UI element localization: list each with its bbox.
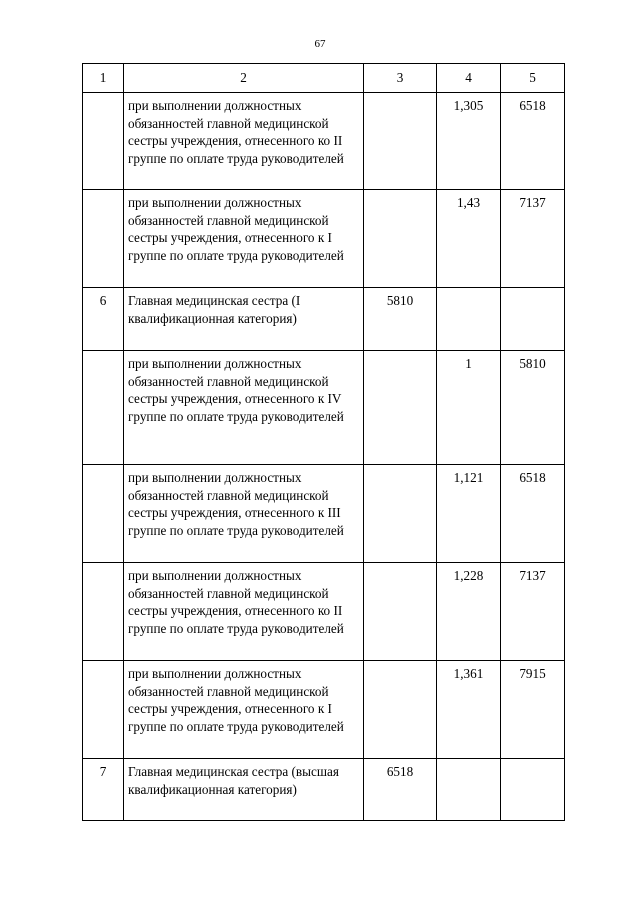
coefficient-cell: 1,305	[437, 93, 501, 190]
table-row	[83, 288, 565, 351]
row-number-cell: 7	[83, 759, 124, 821]
salary-table	[82, 63, 565, 821]
coefficient-cell	[437, 759, 501, 821]
row-number-cell	[83, 190, 124, 288]
header-col-1: 1	[83, 64, 124, 93]
position-cell: при выполнении должностных обязанностей главной медицинской сестры учреждения, отнесенного к I группе по оплате труда руководителей	[124, 190, 364, 288]
row-number-cell	[83, 93, 124, 190]
table-row	[83, 93, 565, 190]
base-salary-cell	[364, 351, 437, 465]
position-cell: при выполнении должностных обязанностей главной медицинской сестры учреждения, отнесенного к I группе по оплате труда руководителей	[124, 661, 364, 759]
position-cell: при выполнении должностных обязанностей главной медицинской сестры учреждения, отнесенного ко II группе по оплате труда руководителей	[124, 563, 364, 661]
position-cell: при выполнении должностных обязанностей главной медицинской сестры учреждения, отнесенного к III группе по оплате труда руководителей	[124, 465, 364, 563]
salary-cell: 7915	[501, 661, 565, 759]
coefficient-cell: 1,228	[437, 563, 501, 661]
salary-cell: 6518	[501, 93, 565, 190]
coefficient-cell: 1	[437, 351, 501, 465]
row-number-cell	[83, 661, 124, 759]
table-row	[83, 351, 565, 465]
row-number-cell	[83, 563, 124, 661]
table-header-row	[83, 64, 565, 93]
base-salary-cell	[364, 190, 437, 288]
row-number-cell: 6	[83, 288, 124, 351]
table-row	[83, 190, 565, 288]
base-salary-cell	[364, 563, 437, 661]
page-number: 67	[314, 38, 326, 50]
base-salary-cell: 5810	[364, 288, 437, 351]
table-row	[83, 563, 565, 661]
table-row	[83, 759, 565, 821]
salary-cell	[501, 288, 565, 351]
header-col-4: 4	[437, 64, 501, 93]
salary-cell	[501, 759, 565, 821]
salary-cell: 7137	[501, 190, 565, 288]
base-salary-cell	[364, 661, 437, 759]
coefficient-cell: 1,361	[437, 661, 501, 759]
salary-cell: 6518	[501, 465, 565, 563]
row-number-cell	[83, 351, 124, 465]
position-cell: при выполнении должностных обязанностей главной медицинской сестры учреждения, отнесенного ко II группе по оплате труда руководителей	[124, 93, 364, 190]
table-row	[83, 465, 565, 563]
salary-cell: 7137	[501, 563, 565, 661]
coefficient-cell: 1,121	[437, 465, 501, 563]
base-salary-cell	[364, 465, 437, 563]
base-salary-cell: 6518	[364, 759, 437, 821]
header-col-3: 3	[364, 64, 437, 93]
salary-cell: 5810	[501, 351, 565, 465]
row-number-cell	[83, 465, 124, 563]
position-cell: при выполнении должностных обязанностей главной медицинской сестры учреждения, отнесенного к IV группе по оплате труда руководителей	[124, 351, 364, 465]
table-row	[83, 661, 565, 759]
coefficient-cell	[437, 288, 501, 351]
position-cell: Главная медицинская сестра (I квалификационная категория)	[124, 288, 364, 351]
header-col-5: 5	[501, 64, 565, 93]
coefficient-cell: 1,43	[437, 190, 501, 288]
position-cell: Главная медицинская сестра (высшая квалификационная категория)	[124, 759, 364, 821]
header-col-2: 2	[124, 64, 364, 93]
base-salary-cell	[364, 93, 437, 190]
